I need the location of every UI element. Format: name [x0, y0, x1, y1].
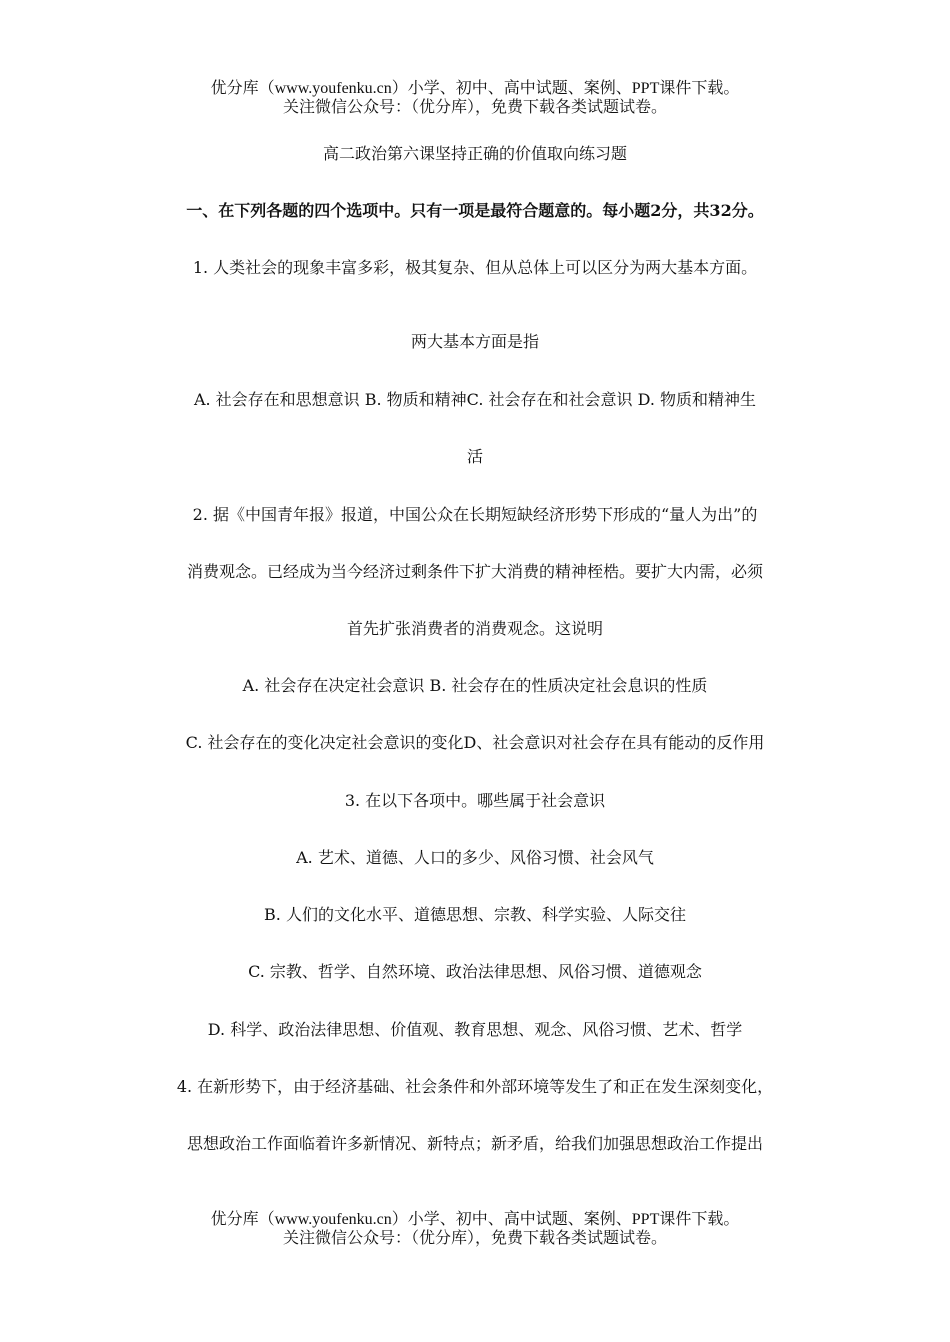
answer-option-b: B. 人们的文化水平、道德思想、宗教、科学实验、人际交往 — [264, 905, 686, 924]
question-line: 思想政治工作面临着许多新情况、新特点；新矛盾，给我们加强思想政治工作提出 — [186, 1134, 763, 1153]
answer-option-c: C. 宗教、哲学、自然环境、政治法律思想、风俗习惯、道德观念 — [248, 962, 702, 981]
question-line: 4. 在新形势下，由于经济基础、社会条件和外部环境等发生了和正在发生深刻变化， — [176, 1077, 774, 1096]
answer-option-line: A. 社会存在和思想意识 B. 物质和精神C. 社会存在和社会意识 D. 物质和精神生 — [193, 390, 757, 409]
answer-option-line: A. 社会存在决定社会意识 B. 社会存在的性质决定社会息识的性质 — [242, 676, 708, 695]
header-line-2: 关注微信公众号：（优分库），免费下载各类试题试卷。 — [282, 99, 667, 116]
question-line: 消费观念。已经成为当今经济过剩条件下扩大消费的精神桎梏。要扩大内需，必须 — [186, 562, 763, 581]
question-line: 2. 据《中国青年报》报道，中国公众在长期短缺经济形势下形成的“量人为出”的 — [192, 505, 758, 524]
question-line: 1. 人类社会的现象丰富多彩，极其复杂、但从总体上可以区分为两大基本方面。 — [192, 258, 758, 277]
question-line: 3. 在以下各项中。哪些属于社会意识 — [344, 791, 606, 810]
answer-option-a: A. 艺术、道德、人口的多少、风俗习惯、社会风气 — [296, 848, 654, 867]
header-line-1: 优分库（www.youfenku.cn）小学、初中、高中试题、案例、PPT课件下载。 — [210, 80, 740, 97]
footer-line-1: 优分库（www.youfenku.cn）小学、初中、高中试题、案例、PPT课件下载。 — [210, 1211, 740, 1228]
answer-option-line: C. 社会存在的变化决定社会意识的变化D、社会意识对社会存在具有能动的反作用 — [185, 733, 765, 752]
footer-line-2: 关注微信公众号：（优分库），免费下载各类试题试卷。 — [282, 1230, 667, 1247]
question-line: 首先扩张消费者的消费观念。这说明 — [346, 619, 603, 638]
answer-option-line: 活 — [466, 447, 483, 466]
question-line: 两大基本方面是指 — [410, 332, 539, 351]
section-heading: 一、在下列各题的四个选项中。只有一项是最符合题意的。每小题2分，共32分。 — [186, 201, 764, 220]
document-title: 高二政治第六课坚持正确的价值取向练习题 — [322, 144, 627, 163]
answer-option-d: D. 科学、政治法律思想、价值观、教育思想、观念、风俗习惯、艺术、哲学 — [207, 1020, 743, 1039]
